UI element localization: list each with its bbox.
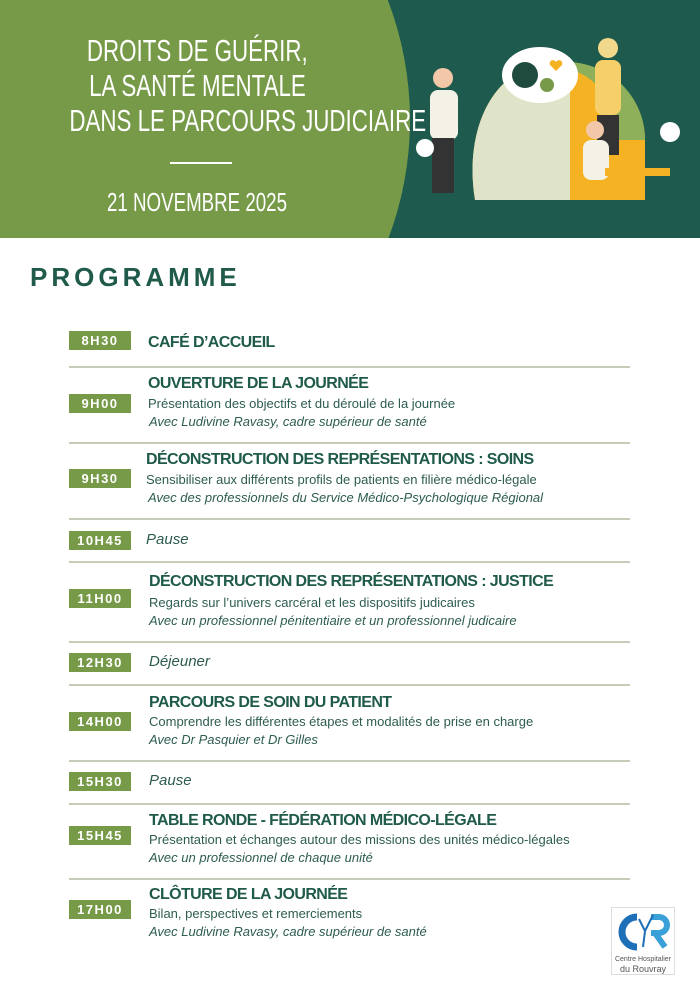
time-badge: 9H00 (69, 394, 131, 413)
divider (69, 641, 630, 643)
gear-icon (512, 62, 538, 88)
divider (69, 803, 630, 805)
session-speakers: Avec Dr Pasquier et Dr Gilles (149, 732, 318, 747)
divider (69, 561, 630, 563)
time-badge: 10H45 (69, 531, 131, 550)
session-description: Présentation des objectifs et du déroulé de la journée (148, 396, 456, 411)
session-speakers: Avec Ludivine Ravasy, cadre supérieur de santé (149, 414, 427, 429)
session-title: DÉCONSTRUCTION DES REPRÉSENTATIONS : JUSTICE (149, 573, 554, 590)
divider (69, 518, 630, 520)
time-badge: 15H30 (69, 772, 131, 791)
divider (69, 366, 630, 368)
session-title: CLÔTURE DE LA JOURNÉE (149, 886, 348, 903)
time-badge: 8H30 (69, 331, 131, 350)
divider (69, 760, 630, 762)
time-badge: 15H45 (69, 826, 131, 845)
divider (69, 442, 630, 444)
programme-heading: PROGRAMME (30, 262, 241, 292)
time-badge: 17H00 (69, 900, 131, 919)
break-label: Pause (146, 531, 189, 548)
session-title: TABLE RONDE - FÉDÉRATION MÉDICO-LÉGALE (149, 812, 497, 829)
event-date: 21 NOVEMBRE 2025 (107, 187, 288, 217)
time-badge: 9H30 (69, 469, 131, 488)
session-description: Regards sur l’univers carcéral et les dispositifs judicaires (149, 595, 475, 610)
logo-caption-1: Centre Hospitalier (614, 956, 672, 963)
title-divider (170, 162, 232, 164)
session-title: PARCOURS DE SOIN DU PATIENT (149, 694, 392, 711)
event-title-line-2: LA SANTÉ MENTALE (89, 68, 306, 103)
hospital-logo (611, 907, 675, 975)
header-banner (0, 0, 700, 238)
event-title-line-3: DANS LE PARCOURS JUDICIAIRE (69, 103, 427, 138)
chr-logo-mark (615, 911, 671, 951)
mental-health-illustration (405, 20, 695, 220)
time-badge: 12H30 (69, 653, 131, 672)
session-description: Présentation et échanges autour des missions des unités médico-légales (149, 832, 570, 847)
divider (69, 684, 630, 686)
session-title: CAFÉ D’ACCUEIL (148, 334, 275, 351)
logo-caption-2: du Rouvray (619, 964, 667, 974)
session-title: DÉCONSTRUCTION DES REPRÉSENTATIONS : SOINS (146, 451, 534, 468)
session-title: OUVERTURE DE LA JOURNÉE (148, 375, 369, 392)
event-title-line-1: DROITS DE GUÉRIR, (87, 33, 308, 68)
session-description: Bilan, perspectives et remerciements (149, 906, 363, 921)
session-description: Comprendre les différentes étapes et modalités de prise en charge (149, 714, 534, 729)
divider (69, 878, 630, 880)
time-badge: 14H00 (69, 712, 131, 731)
session-speakers: Avec un professionnel de chaque unité (149, 850, 373, 865)
session-speakers: Avec Ludivine Ravasy, cadre supérieur de santé (149, 924, 427, 939)
time-badge: 11H00 (69, 589, 131, 608)
session-speakers: Avec des professionnels du Service Médico-Psychologique Régional (148, 490, 544, 505)
session-speakers: Avec un professionnel pénitentiaire et un professionnel judicaire (149, 613, 517, 628)
break-label: Pause (149, 772, 192, 789)
session-description: Sensibiliser aux différents profils de patients en filière médico-légale (146, 472, 537, 487)
break-label: Déjeuner (149, 653, 210, 670)
